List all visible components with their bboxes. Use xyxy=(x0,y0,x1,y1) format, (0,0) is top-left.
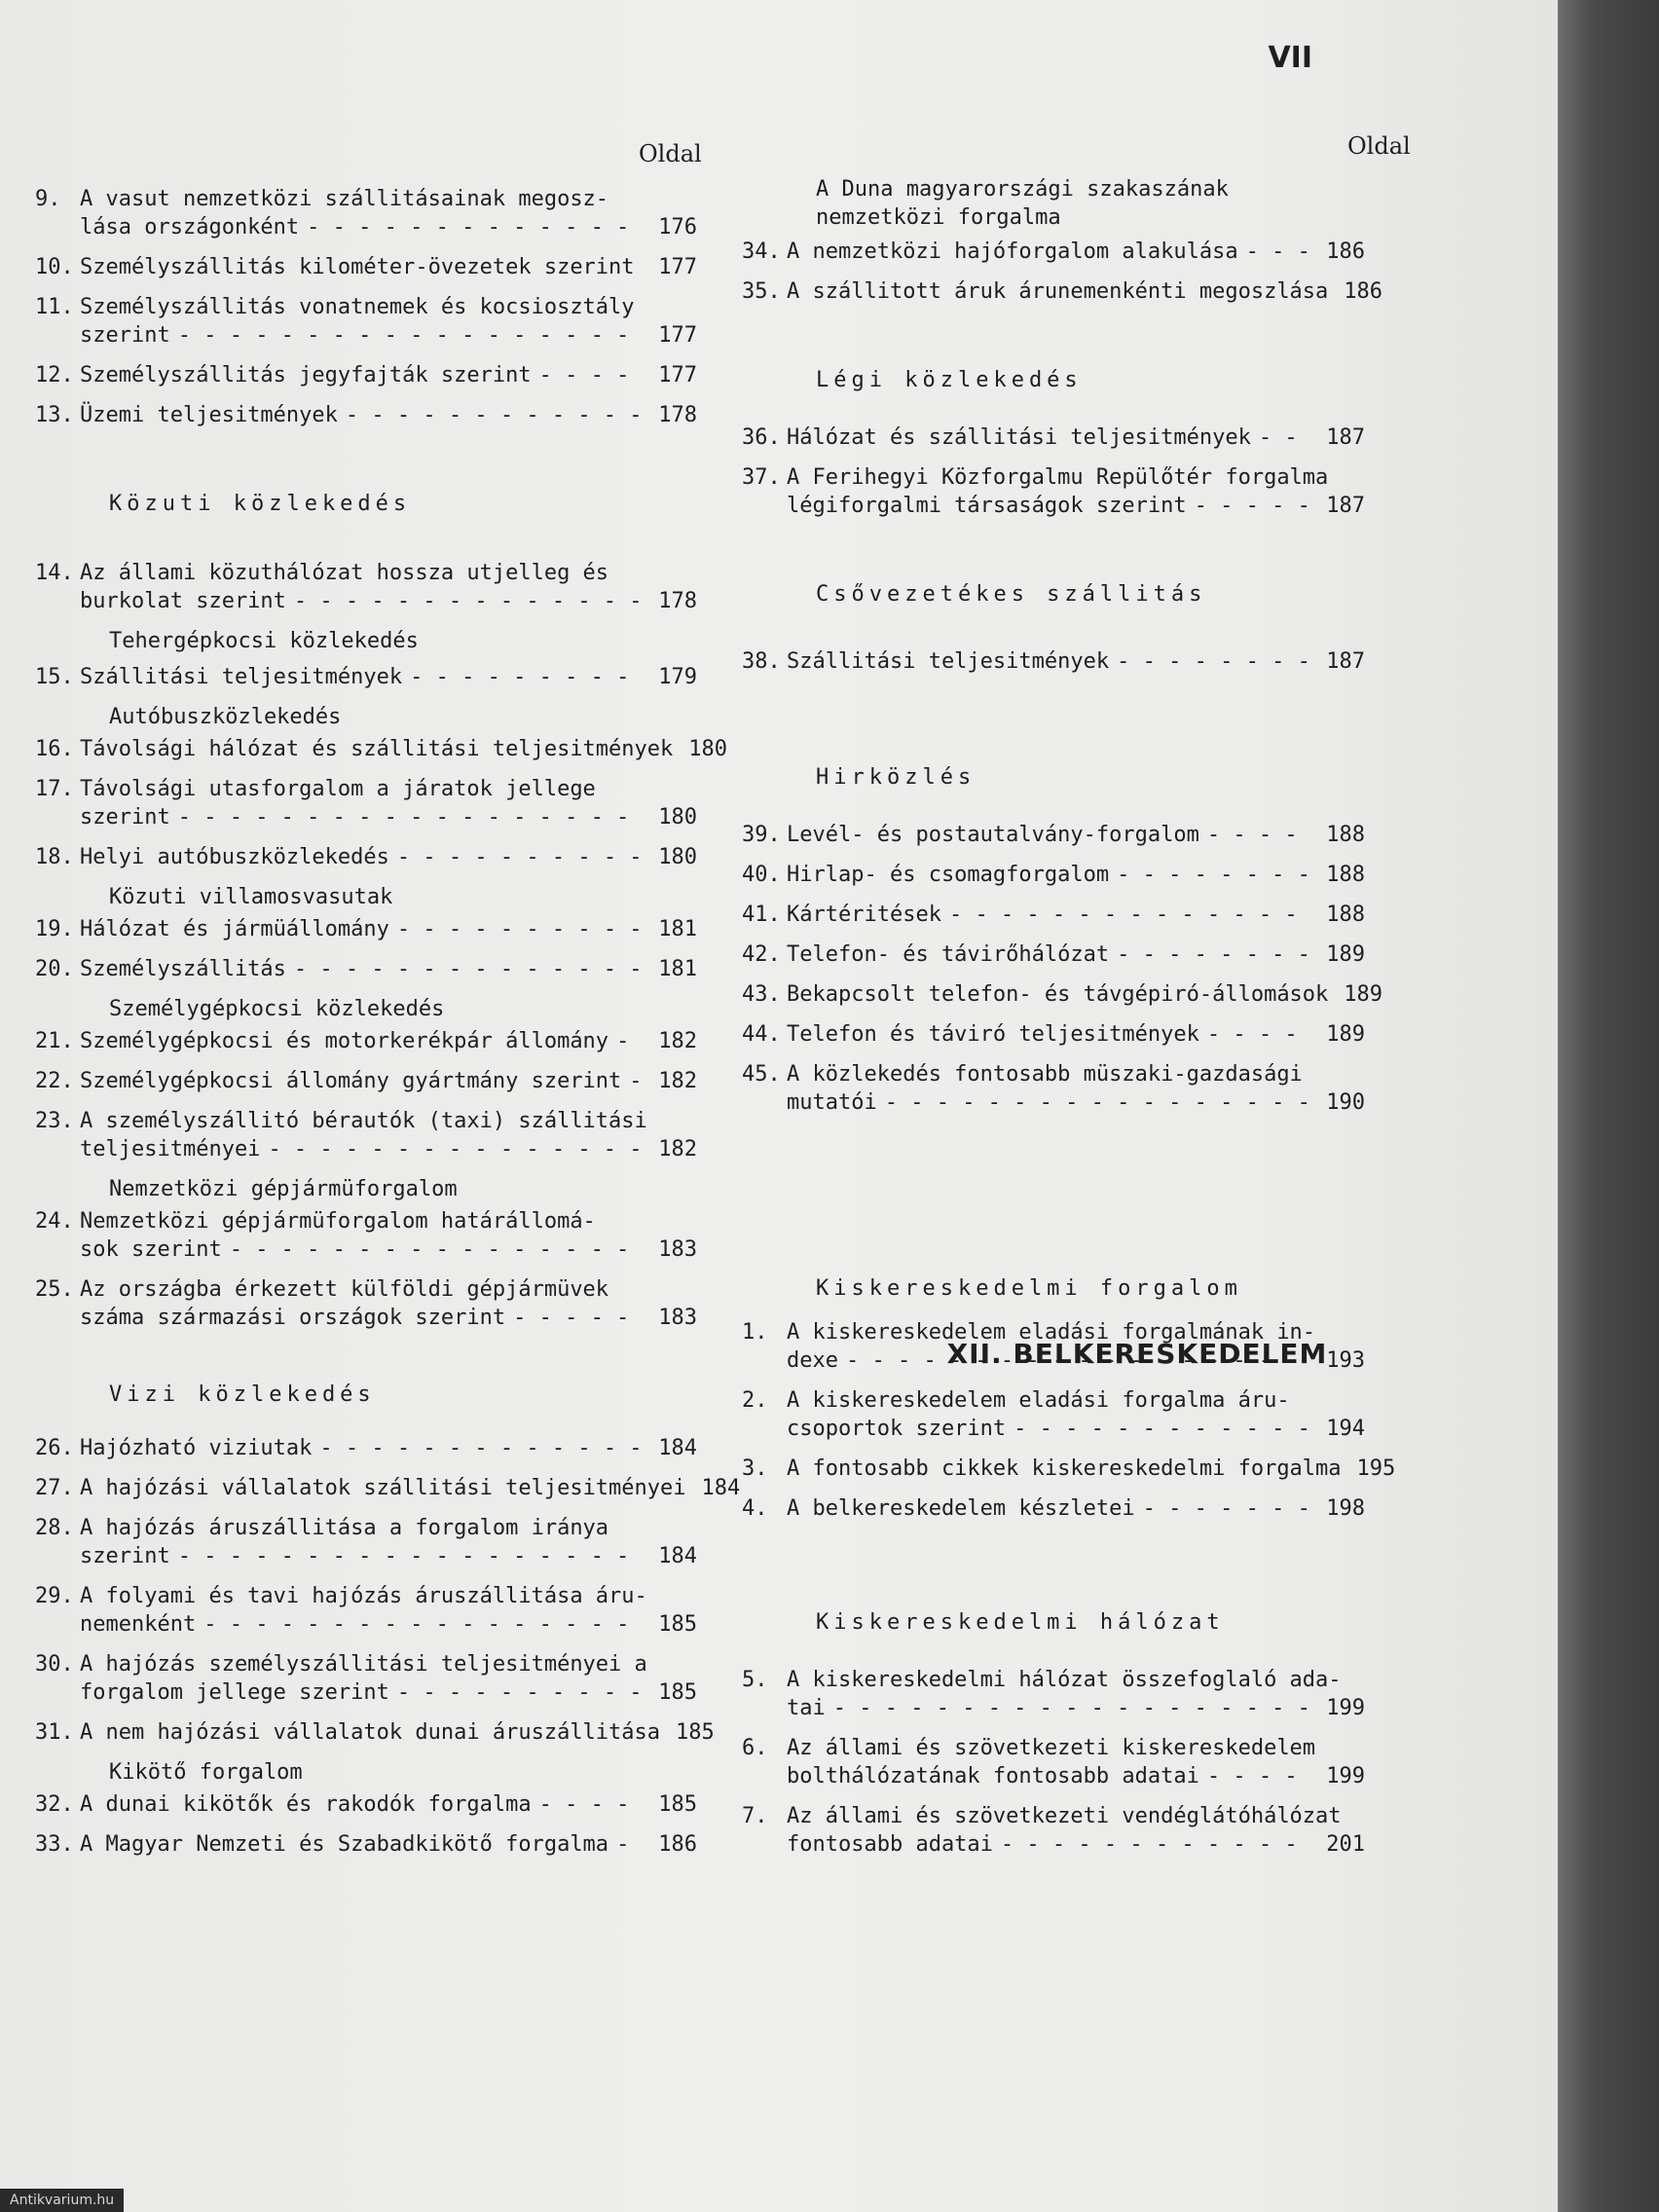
toc-entry xyxy=(742,238,1365,266)
entry-title-line: Személygépkocsi és motorkerékpár állomány xyxy=(80,1029,609,1053)
entry-number: 9. xyxy=(35,187,61,211)
entry-number: 40. xyxy=(742,863,781,887)
dot-leader xyxy=(1207,821,1312,849)
entry-page: 185 xyxy=(676,1720,715,1745)
entry-title-line: Levél- és postautalvány-forgalom xyxy=(787,823,1199,847)
dot-leader xyxy=(1246,238,1312,266)
toc-entry xyxy=(35,915,697,943)
entry-page: 193 xyxy=(1326,1348,1365,1373)
toc-entry xyxy=(742,277,1383,306)
entry-number: 45. xyxy=(742,1062,781,1087)
entry-title-line: mutatói xyxy=(787,1090,877,1115)
section-heading: Kikötő forgalom xyxy=(109,1760,303,1785)
entry-title-line: Az állami és szövetkezeti vendéglátóhálózat xyxy=(787,1804,1342,1828)
entry-title-line: A belkereskedelem készletei xyxy=(787,1496,1135,1521)
toc-entry xyxy=(35,663,697,691)
entry-page: 182 xyxy=(658,1029,697,1053)
entry-title-line: A Magyar Nemzeti és Szabadkikötő forgalma xyxy=(80,1832,609,1857)
dot-leader xyxy=(833,1694,1312,1722)
entry-page: 188 xyxy=(1326,823,1365,847)
entry-number: 29. xyxy=(35,1584,74,1608)
toc-entry xyxy=(35,1582,697,1639)
entry-page: 181 xyxy=(658,957,697,981)
entry-page: 184 xyxy=(658,1436,697,1460)
entry-title-line: szerint xyxy=(80,805,170,830)
entry-title-line: sok szerint xyxy=(80,1237,222,1262)
toc-list-right xyxy=(742,175,1396,1859)
entry-title-line: A kiskereskedelem eladási forgalmának in- xyxy=(787,1320,1316,1345)
toc-entry xyxy=(742,1386,1365,1443)
toc-entry xyxy=(742,861,1365,889)
toc-entry xyxy=(35,1790,697,1819)
entry-number: 41. xyxy=(742,903,781,927)
entry-number: 26. xyxy=(35,1436,74,1460)
entry-page: 199 xyxy=(1326,1696,1365,1720)
entry-title-line: Személyszállitás vonatnemek és kocsiosztály xyxy=(80,295,635,319)
entry-page: 189 xyxy=(1326,1022,1365,1047)
toc-entry xyxy=(742,463,1365,520)
entry-title-line: Személygépkocsi állomány gyártmány szerint xyxy=(80,1069,622,1093)
dot-leader xyxy=(397,1678,645,1707)
toc-entry xyxy=(35,1207,697,1264)
entry-page: 177 xyxy=(658,323,697,348)
section-heading: Vizi közlekedés xyxy=(109,1382,376,1407)
toc-entry xyxy=(35,293,697,350)
entry-title-line: A nem hajózási vállalatok dunai áruszállitása xyxy=(80,1720,661,1745)
toc-entry xyxy=(35,775,697,831)
toc-entry xyxy=(35,1718,715,1747)
entry-number: 22. xyxy=(35,1069,74,1093)
entry-title-line: A közlekedés fontosabb müszaki-gazdasági xyxy=(787,1062,1303,1087)
dot-leader xyxy=(319,1434,645,1462)
entry-page: 187 xyxy=(1326,494,1365,518)
entry-title-line: Bekapcsolt telefon- és távgépiró-állomások xyxy=(787,982,1329,1007)
entry-number: 17. xyxy=(35,777,74,801)
entry-title-line: Kártéritések xyxy=(787,903,941,927)
watermark: Antikvarium.hu xyxy=(0,2189,124,2212)
entry-title-line: lása országonként xyxy=(80,215,300,240)
entry-number: 7. xyxy=(742,1804,768,1828)
entry-number: 38. xyxy=(742,649,781,674)
dot-leader xyxy=(397,915,645,943)
dot-leader xyxy=(1117,861,1312,889)
entry-title-line: Telefon- és távirőhálózat xyxy=(787,942,1110,967)
entry-number: 3. xyxy=(742,1456,768,1481)
dot-leader xyxy=(1143,1494,1312,1523)
entry-page: 182 xyxy=(658,1069,697,1093)
dot-leader xyxy=(616,1027,645,1055)
entry-page: 188 xyxy=(1326,863,1365,887)
toc-entry xyxy=(742,1734,1365,1790)
section-heading: Közuti közlekedés xyxy=(109,492,412,516)
dot-leader xyxy=(513,1304,645,1332)
toc-entry xyxy=(35,735,728,763)
entry-title-line: Az állami közuthálózat hossza utjelleg és xyxy=(80,561,609,585)
entry-number: 27. xyxy=(35,1476,74,1500)
entry-number: 11. xyxy=(35,295,74,319)
toc-entry xyxy=(35,1027,697,1055)
entry-page: 189 xyxy=(1326,942,1365,967)
entry-number: 39. xyxy=(742,823,781,847)
entry-number: 10. xyxy=(35,255,74,279)
entry-number: 35. xyxy=(742,279,781,304)
entry-title-line: Hirlap- és csomagforgalom xyxy=(787,863,1110,887)
toc-entry xyxy=(35,1474,741,1502)
toc-entry xyxy=(742,647,1365,676)
entry-title-line: Távolsági utasforgalom a járatok jellege xyxy=(80,777,596,801)
entry-page: 181 xyxy=(658,917,697,941)
dot-leader xyxy=(1207,1020,1312,1049)
toc-entry xyxy=(742,901,1365,929)
entry-page: 185 xyxy=(658,1680,697,1705)
toc-entry xyxy=(35,559,697,615)
dot-leader xyxy=(1259,424,1312,452)
entry-page: 186 xyxy=(1326,240,1365,264)
entry-number: 28. xyxy=(35,1516,74,1540)
entry-number: 6. xyxy=(742,1736,768,1760)
entry-number: 25. xyxy=(35,1277,74,1302)
dot-leader xyxy=(1014,1415,1312,1443)
entry-title-line: szerint xyxy=(80,1544,170,1568)
entry-number: 21. xyxy=(35,1029,74,1053)
entry-title-line: Szállitási teljesitmények xyxy=(787,649,1110,674)
dot-leader xyxy=(230,1235,645,1264)
entry-page: 179 xyxy=(658,665,697,689)
dot-leader xyxy=(885,1088,1312,1117)
entry-title-line: Szállitási teljesitmények xyxy=(80,665,403,689)
entry-title-line: A kiskereskedelem eladási forgalma áru- xyxy=(787,1388,1290,1413)
entry-page: 182 xyxy=(658,1137,697,1161)
section-heading: Hirközlés xyxy=(816,765,977,790)
section-heading: Nemzetközi gépjármüforgalom xyxy=(109,1177,458,1201)
entry-title-line: szerint xyxy=(80,323,170,348)
dot-leader xyxy=(1207,1762,1312,1790)
toc-entry xyxy=(35,1275,697,1332)
entry-number: 43. xyxy=(742,982,781,1007)
dot-leader xyxy=(1117,647,1312,676)
toc-entry xyxy=(742,424,1365,452)
page-number: VII xyxy=(1268,41,1312,75)
entry-title-line: fontosabb adatai xyxy=(787,1832,993,1857)
section-heading: Kiskereskedelmi hálózat xyxy=(816,1610,1225,1635)
entry-number: 20. xyxy=(35,957,74,981)
right-column-header: Oldal xyxy=(1347,132,1411,160)
section-heading: Tehergépkocsi közlekedés xyxy=(109,629,419,653)
entry-page: 187 xyxy=(1326,649,1365,674)
entry-number: 44. xyxy=(742,1022,781,1047)
entry-title-line: A hajózás személyszállitási teljesitményei a xyxy=(80,1652,647,1677)
entry-page: 194 xyxy=(1326,1417,1365,1441)
entry-page: 178 xyxy=(658,403,697,427)
entry-title-line: bolthálózatának fontosabb adatai xyxy=(787,1764,1199,1788)
entry-page: 189 xyxy=(1344,982,1383,1007)
entry-title-line: A vasut nemzetközi szállitásainak megosz- xyxy=(80,187,609,211)
entry-number: 18. xyxy=(35,845,74,869)
toc-entry xyxy=(742,1802,1365,1859)
toc-entry xyxy=(35,1830,697,1859)
entry-title-line: csoportok szerint xyxy=(787,1417,1007,1441)
dot-leader xyxy=(539,361,645,389)
entry-title-line: A kiskereskedelmi hálózat összefoglaló ada- xyxy=(787,1668,1342,1692)
entry-title-line: Távolsági hálózat és szállitási teljesitmények xyxy=(80,737,674,761)
toc-entry xyxy=(742,1020,1365,1049)
section-heading: Légi közlekedés xyxy=(816,368,1083,392)
entry-title-line: A folyami és tavi hajózás áruszállitása áru- xyxy=(80,1584,647,1608)
entry-number: 13. xyxy=(35,403,74,427)
left-column-header: Oldal xyxy=(639,140,702,167)
entry-page: 185 xyxy=(658,1792,697,1817)
toc-entry xyxy=(742,1060,1365,1117)
section-heading: Személygépkocsi közlekedés xyxy=(109,997,445,1021)
entry-title-line: Üzemi teljesitmények xyxy=(80,403,338,427)
entry-page: 184 xyxy=(701,1476,741,1500)
entry-title-line: száma származási országok szerint xyxy=(80,1306,506,1330)
dot-leader xyxy=(346,401,645,429)
entry-number: 23. xyxy=(35,1109,74,1133)
entry-title-line: tai xyxy=(787,1696,826,1720)
dot-leader xyxy=(539,1790,645,1819)
toc-entry xyxy=(742,980,1383,1009)
entry-page: 183 xyxy=(658,1237,697,1262)
section-heading: nemzetközi forgalma xyxy=(816,205,1061,230)
entry-title-line: A hajózási vállalatok szállitási teljesitményei xyxy=(80,1476,686,1500)
entry-title-line: Személyszállitás xyxy=(80,957,286,981)
left-toc-column xyxy=(35,185,741,1870)
entry-title-line: Hajózható viziutak xyxy=(80,1436,313,1460)
entry-title-line: burkolat szerint xyxy=(80,589,286,613)
entry-page: 198 xyxy=(1326,1496,1365,1521)
book-edge xyxy=(1558,0,1659,2212)
dot-leader xyxy=(294,587,645,615)
entry-page: 201 xyxy=(1326,1832,1365,1857)
dot-leader xyxy=(178,803,645,831)
entry-number: 34. xyxy=(742,240,781,264)
section-heading: Autóbuszközlekedés xyxy=(109,705,342,729)
dot-leader xyxy=(178,1542,645,1570)
entry-number: 4. xyxy=(742,1496,768,1521)
toc-entry xyxy=(35,1107,697,1163)
entry-title-line: Az állami és szövetkezeti kiskereskedelem xyxy=(787,1736,1316,1760)
dot-leader xyxy=(410,663,645,691)
entry-page: 195 xyxy=(1356,1456,1396,1481)
dot-leader xyxy=(1195,492,1312,520)
toc-entry xyxy=(35,1067,697,1095)
entry-number: 24. xyxy=(35,1209,74,1234)
entry-title-line: Hálózat és jármüállomány xyxy=(80,917,389,941)
entry-page: 180 xyxy=(688,737,728,761)
entry-number: 33. xyxy=(35,1832,74,1857)
dot-leader xyxy=(294,955,645,983)
entry-title-line: A nemzetközi hajóforgalom alakulása xyxy=(787,240,1238,264)
entry-title-line: Személyszállitás kilométer-övezetek szerint xyxy=(80,255,635,279)
entry-title-line: teljesitményei xyxy=(80,1137,261,1161)
right-toc-column xyxy=(742,175,1396,1870)
entry-number: 16. xyxy=(35,737,74,761)
entry-page: 199 xyxy=(1326,1764,1365,1788)
entry-page: 188 xyxy=(1326,903,1365,927)
entry-page: 183 xyxy=(658,1306,697,1330)
entry-page: 184 xyxy=(658,1544,697,1568)
entry-page: 187 xyxy=(1326,425,1365,450)
spacer xyxy=(742,1128,1365,1274)
entry-title-line: A személyszállitó bérautók (taxi) szállitási xyxy=(80,1109,647,1133)
entry-page: 190 xyxy=(1326,1090,1365,1115)
dot-leader xyxy=(203,1610,645,1639)
entry-number: 14. xyxy=(35,561,74,585)
toc-entry xyxy=(35,1434,697,1462)
entry-number: 1. xyxy=(742,1320,768,1345)
section-heading: Csővezetékes szállitás xyxy=(816,582,1207,607)
entry-page: 186 xyxy=(658,1832,697,1857)
entry-title-line: nemenként xyxy=(80,1612,197,1637)
entry-title-line: légiforgalmi társaságok szerint xyxy=(787,494,1187,518)
entry-page: 176 xyxy=(658,215,697,240)
toc-entry xyxy=(742,1494,1365,1523)
entry-page: 177 xyxy=(658,363,697,387)
entry-number: 12. xyxy=(35,363,74,387)
entry-title-line: forgalom jellege szerint xyxy=(80,1680,389,1705)
dot-leader xyxy=(268,1135,645,1163)
entry-page: 180 xyxy=(658,845,697,869)
entry-title-line: A Ferihegyi Közforgalmu Repülőtér forgalma xyxy=(787,465,1329,490)
entry-number: 36. xyxy=(742,425,781,450)
entry-number: 19. xyxy=(35,917,74,941)
entry-title-line: Nemzetközi gépjármüforgalom határállomá- xyxy=(80,1209,596,1234)
section-heading: Kiskereskedelmi forgalom xyxy=(816,1276,1242,1301)
entry-page: 178 xyxy=(658,589,697,613)
entry-number: 42. xyxy=(742,942,781,967)
entry-page: 177 xyxy=(658,255,697,279)
toc-entry xyxy=(35,955,697,983)
toc-entry xyxy=(35,185,697,241)
entry-title-line: Telefon és táviró teljesitmények xyxy=(787,1022,1199,1047)
entry-page: 180 xyxy=(658,805,697,830)
dot-leader xyxy=(616,1830,645,1859)
entry-title-line: Személyszállitás jegyfajták szerint xyxy=(80,363,532,387)
entry-number: 2. xyxy=(742,1388,768,1413)
chapter-title: XII. BELKERESKEDELEM xyxy=(946,1338,1328,1370)
dot-leader xyxy=(397,843,645,871)
toc-entry xyxy=(35,1650,697,1707)
entry-title-line: Az országba érkezett külföldi gépjármüvek xyxy=(80,1277,609,1302)
toc-entry xyxy=(35,1514,697,1570)
entry-number: 37. xyxy=(742,465,781,490)
entry-number: 30. xyxy=(35,1652,74,1677)
entry-page: 186 xyxy=(1344,279,1383,304)
entry-title-line: A szállitott áruk árunemenkénti megoszlása xyxy=(787,279,1329,304)
section-heading: A Duna magyarországi szakaszának xyxy=(816,177,1229,202)
entry-number: 5. xyxy=(742,1668,768,1692)
toc-entry xyxy=(35,361,697,389)
entry-title-line: A hajózás áruszállitása a forgalom iránya xyxy=(80,1516,609,1540)
dot-leader xyxy=(949,901,1312,929)
dot-leader xyxy=(178,321,645,350)
entry-title-line: Helyi autóbuszközlekedés xyxy=(80,845,389,869)
toc-entry xyxy=(742,940,1365,969)
entry-number: 31. xyxy=(35,1720,74,1745)
toc-entry xyxy=(742,1666,1365,1722)
toc-entry xyxy=(742,821,1365,849)
entry-title-line: Hálózat és szállitási teljesitmények xyxy=(787,425,1251,450)
entry-title-line: A fontosabb cikkek kiskereskedelmi forgalma xyxy=(787,1456,1342,1481)
toc-entry xyxy=(35,253,697,281)
entry-number: 32. xyxy=(35,1792,74,1817)
dot-leader xyxy=(1117,940,1312,969)
toc-entry xyxy=(35,843,697,871)
dot-leader xyxy=(629,1067,645,1095)
entry-title-line: A dunai kikötők és rakodók forgalma xyxy=(80,1792,532,1817)
toc-list-left xyxy=(35,185,741,1859)
toc-entry xyxy=(35,401,697,429)
toc-entry xyxy=(742,1455,1396,1483)
dot-leader xyxy=(307,213,645,241)
entry-page: 185 xyxy=(658,1612,697,1637)
section-heading: Közuti villamosvasutak xyxy=(109,885,393,909)
entry-number: 15. xyxy=(35,665,74,689)
dot-leader xyxy=(1001,1830,1312,1859)
dot-leader xyxy=(643,253,645,281)
entry-title-line: dexe xyxy=(787,1348,838,1373)
